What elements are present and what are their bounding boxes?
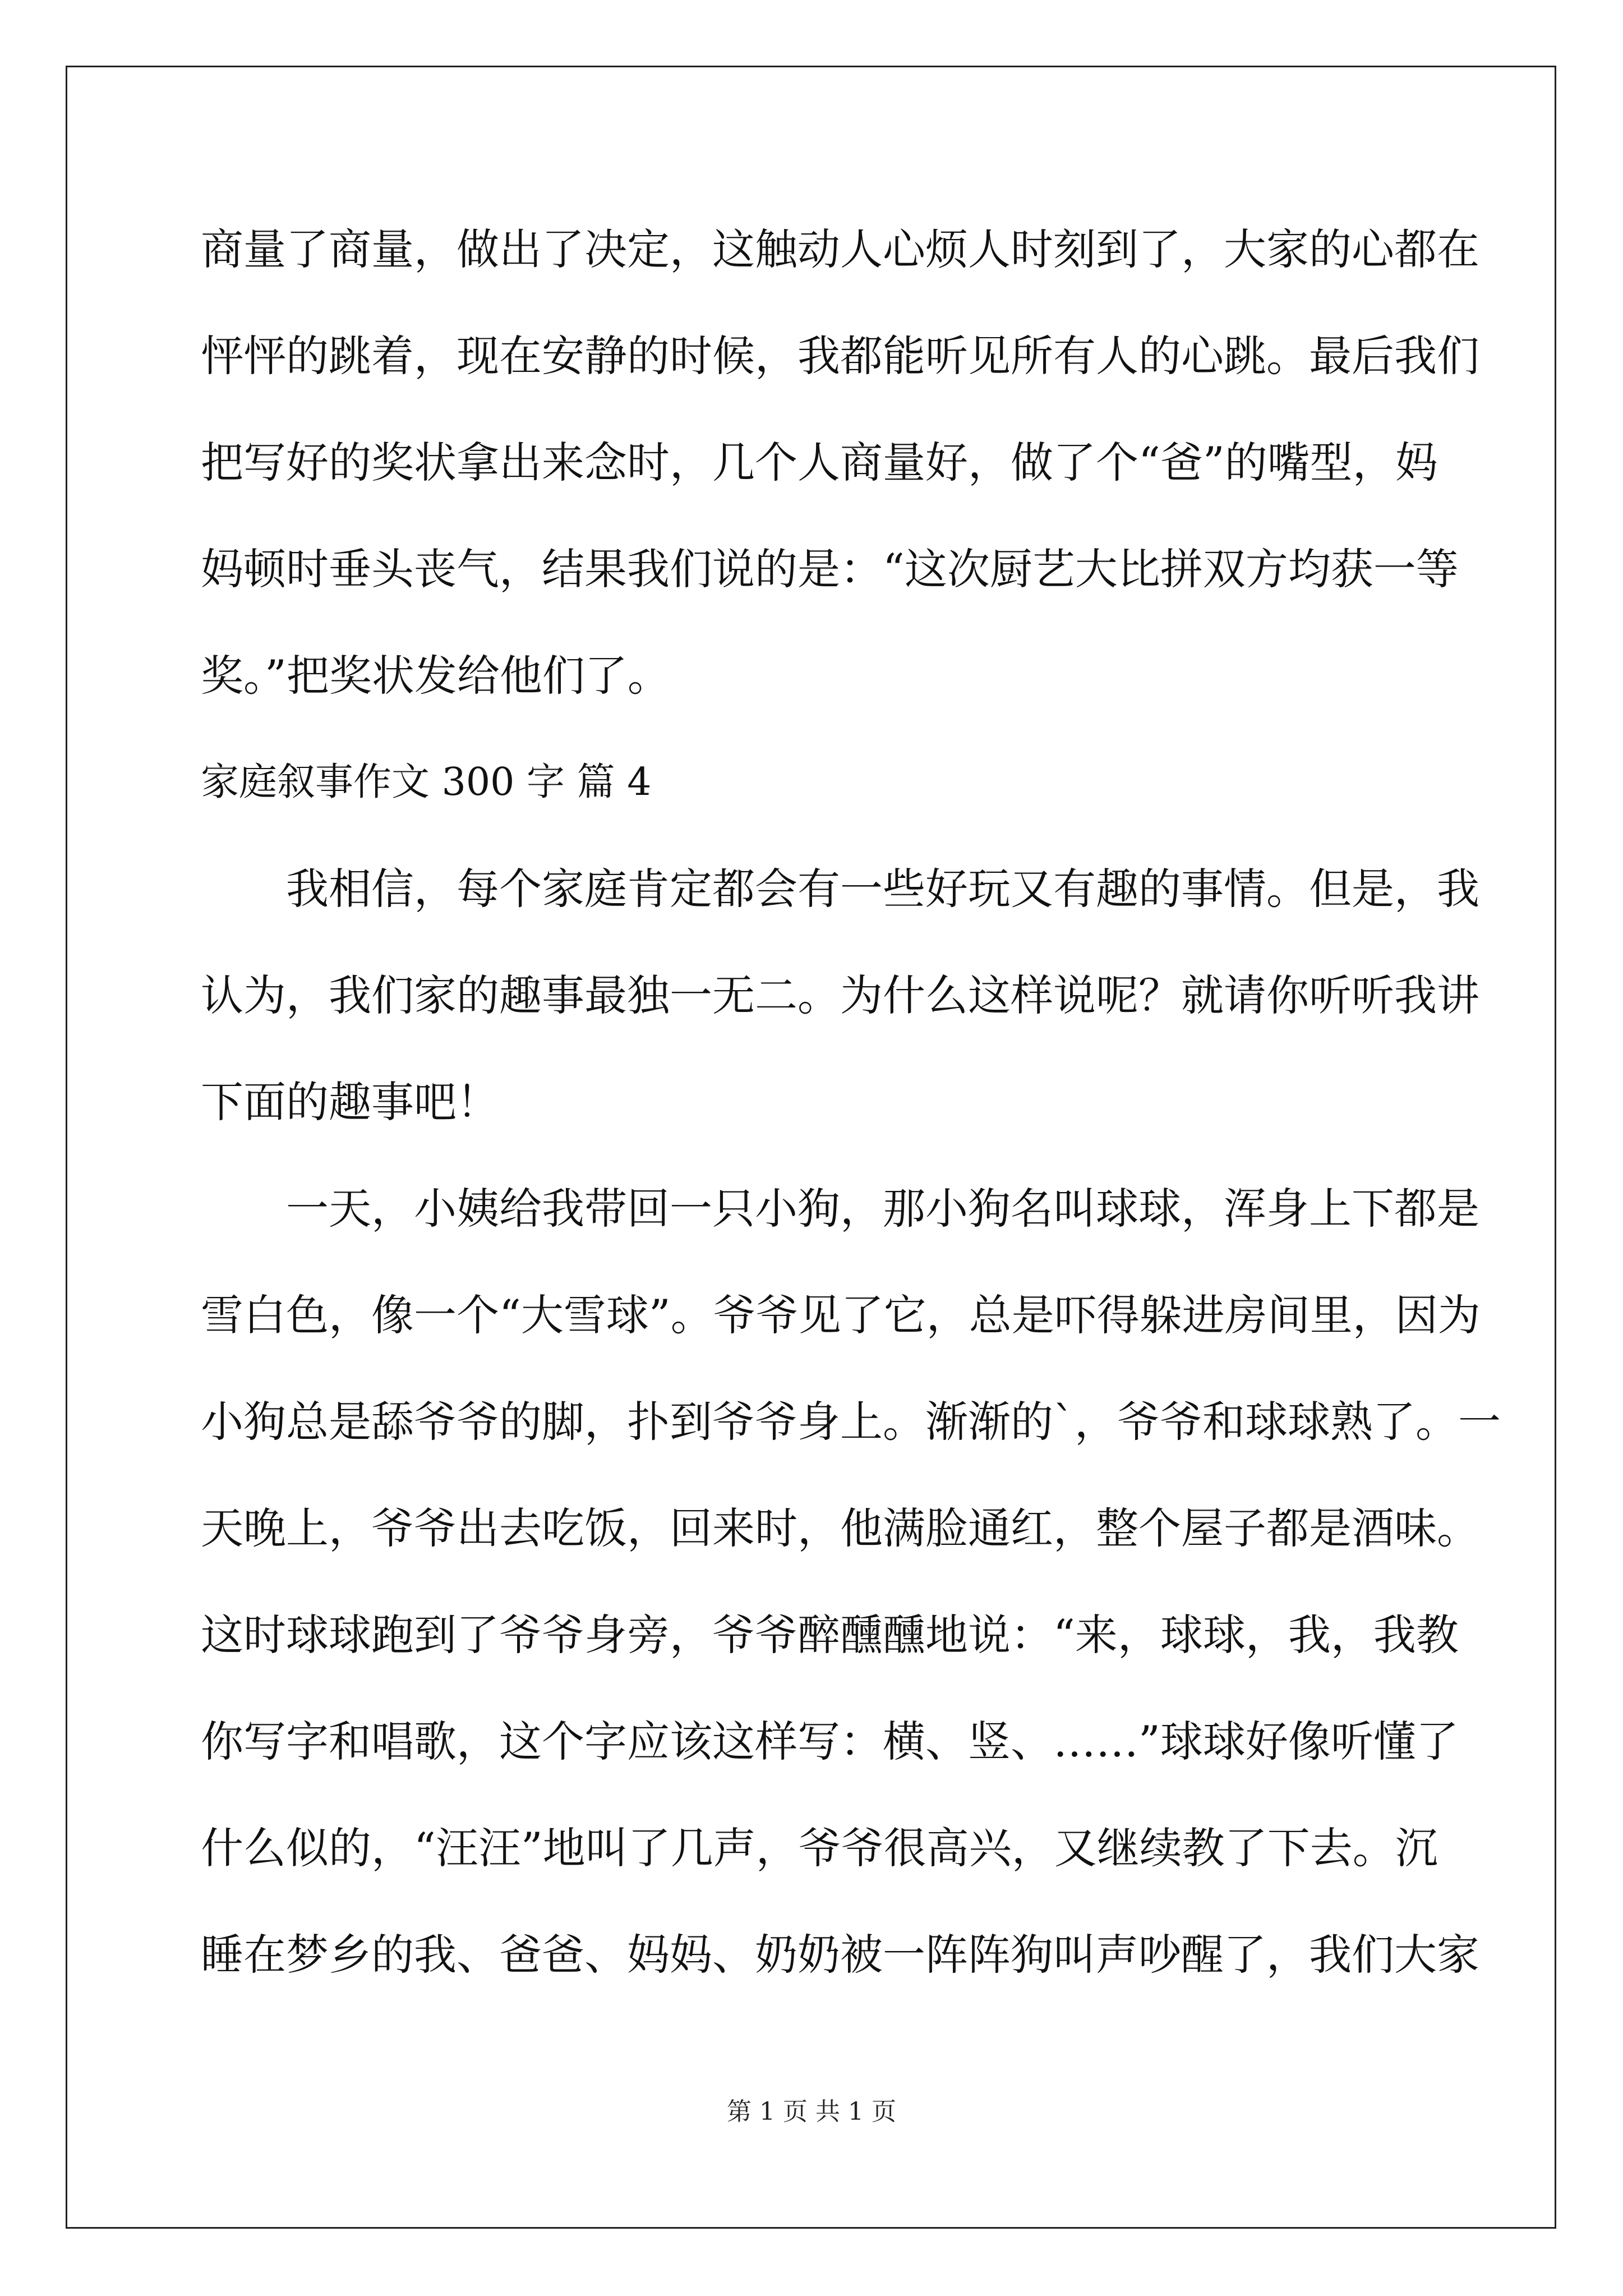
paragraph-line: 小狗总是舔爷爷的脚，扑到爷爷身上。渐渐的`，爷爷和球球熟了。一	[201, 1397, 1501, 1447]
paragraph-line: 把写好的奖状拿出来念时，几个人商量好，做了个“爸”的嘴型，妈	[201, 438, 1438, 487]
page-footer: 第 1 页 共 1 页	[727, 2097, 896, 2126]
paragraph-line: 这时球球跑到了爷爷身旁，爷爷醉醺醺地说：“来，球球，我，我教	[201, 1610, 1459, 1660]
page-border	[66, 66, 1556, 2229]
paragraph-line: 奖。”把奖状发给他们了。	[201, 651, 670, 701]
section-heading: 家庭叙事作文 300 字 篇 4	[201, 760, 652, 804]
paragraph-line: 我相信，每个家庭肯定都会有一些好玩又有趣的事情。但是，我	[201, 864, 1479, 914]
paragraph-line: 怦怦的跳着，现在安静的时候，我都能听见所有人的心跳。最后我们	[201, 331, 1479, 381]
paragraph-line: 妈顿时垂头丧气，结果我们说的是：“这次厨艺大比拼双方均获一等	[201, 544, 1459, 594]
paragraph-line: 一天，小姨给我带回一只小狗，那小狗名叫球球，浑身上下都是	[201, 1184, 1479, 1234]
paragraph-line: 商量了商量，做出了决定，这触动人心烦人时刻到了，大家的心都在	[201, 224, 1479, 274]
paragraph-line: 认为，我们家的趣事最独一无二。为什么这样说呢？就请你听听我讲	[201, 970, 1479, 1020]
paragraph-line: 睡在梦乡的我、爸爸、妈妈、奶奶被一阵阵狗叫声吵醒了，我们大家	[201, 1930, 1479, 1980]
paragraph-line: 雪白色，像一个“大雪球”。爷爷见了它，总是吓得躲进房间里，因为	[201, 1290, 1481, 1340]
paragraph-line: 天晚上，爷爷出去吃饭，回来时，他满脸通红，整个屋子都是酒味。	[201, 1503, 1479, 1553]
paragraph-line: 什么似的，“汪汪”地叫了几声，爷爷很高兴，又继续教了下去。沉	[201, 1823, 1438, 1873]
paragraph-line: 下面的趣事吧！	[201, 1077, 499, 1127]
paragraph-line: 你写字和唱歌，这个字应该这样写：横、竖、……”球球好像听懂了	[201, 1717, 1459, 1766]
